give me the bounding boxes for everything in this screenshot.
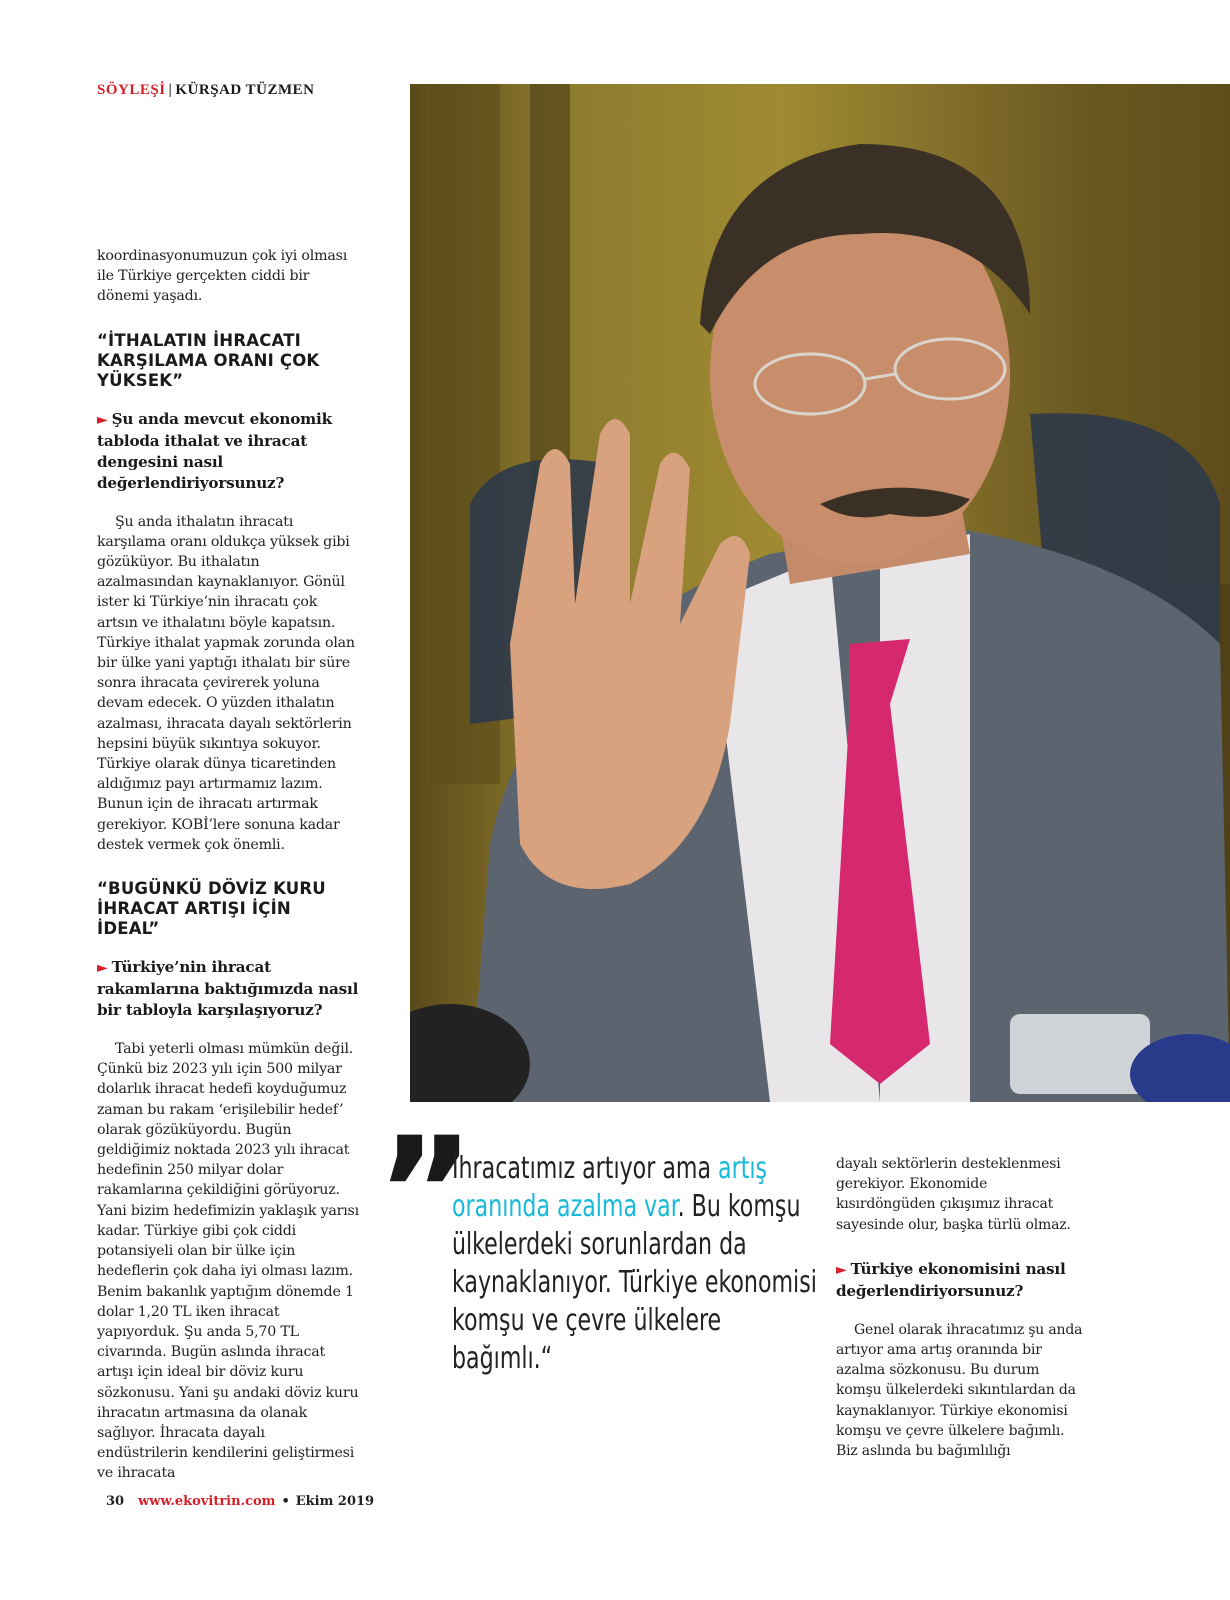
pull-quote-part2: . Bu komşu ülkelerdeki sorunlardan da kaynaklanıyor. Türkiye ekonomisi komşu ve çevre ülkelere bağımlı.	[452, 1189, 817, 1376]
question-3-text: Türkiye ekonomisini nasıl değerlendiriyorsunuz?	[836, 1259, 1066, 1300]
question-3	[836, 1259, 1086, 1302]
pull-quote-part1: İhracatımız artıyor ama	[452, 1151, 719, 1186]
subhead-import-export-ratio: “İTHALATIN İHRACATI KARŞILAMA ORANI ÇOK YÜKSEK”	[97, 330, 320, 390]
quote-open-icon: ”	[376, 1106, 459, 1280]
question-1-text: Şu anda mevcut ekonomik tabloda ithalat ve ihracat dengesini nasıl değerlendiriyorsunuz?	[97, 409, 332, 492]
left-column	[97, 246, 359, 1484]
portrait-photo	[410, 84, 1230, 1102]
answer-1: Şu anda ithalatın ihracatı karşılama oranı oldukça yüksek gibi gözüküyor. Bu ithalatın azalmasından kaynaklanıyor. Gönül ister ki Türkiye’nin ihracatı çok artsın ve ithalatını böyle kapatsın. Türkiye ithalat yapmak zorunda olan bir ülke yani yaptığı ithalatı bir süre sonra ihracata çevirerek yoluna devam edecek. O yüzden ithalatın azalması, ihracata dayalı sektörlerin hepsini büyük sıkıntıya sokuyor. Türkiye olarak dünya ticaretinden aldığımız payı artırmamız lazım. Bunun için de ihracatı artırmak gerekiyor. KOBİ’lere sonuna kadar destek vermek çok önemli.	[97, 513, 355, 853]
red-triangle-arrow-icon: ►	[97, 411, 108, 428]
intro-paragraph: koordinasyonumuzun çok iyi olması ile Türkiye gerçekten ciddi bir dönemi yaşadı.	[97, 248, 348, 305]
page-footer	[106, 1494, 374, 1509]
subhead-exchange-rate: “BUGÜNKÜ DÖVİZ KURU İHRACAT ARTIŞI İÇİN İDEAL”	[97, 879, 326, 939]
question-2-text: Türkiye’nin ihracat rakamlarına baktığımızda nasıl bir tabloyla karşılaşıyoruz?	[97, 958, 359, 1020]
pull-quote	[452, 1150, 825, 1378]
section-label: SÖYLEŞİ	[97, 82, 166, 98]
right-column	[836, 1154, 1086, 1461]
bullet-separator: •	[281, 1494, 290, 1509]
page-number: 30	[106, 1494, 125, 1509]
question-2	[97, 957, 359, 1021]
portrait-illustration	[410, 84, 1230, 1102]
red-triangle-arrow-icon: ►	[97, 960, 108, 977]
section-header	[97, 82, 315, 99]
interviewee-name: KÜRŞAD TÜZMEN	[175, 82, 315, 98]
question-1	[97, 409, 359, 494]
answer-2: Tabi yeterli olması mümkün değil. Çünkü biz 2023 yılı için 500 milyar dolarlık ihracat hedefi koyduğumuz zaman bu rakam ‘erişilebilir hedef’ olarak gözüküyordu. Bugün geldiğimiz noktada 2023 yılı ihracat hedefinin 250 milyar dolar rakamlarına çekildiğini görüyoruz. Yani bizim hedefimizin yaklaşık yarısı kadar. Türkiye gibi çok ciddi potansiyeli olan bir ülke için hedeflerin çok daha iyi olması lazım. Benim bakanlık yaptığım dönemde 1 dolar 1,20 TL iken ihracat yapıyorduk. Şu anda 5,70 TL civarında. Bugün aslında ihracat artışı için ideal bir döviz kuru sözkonusu. Yani şu andaki döviz kuru ihracatın artmasına da olanak sağlıyor. İhracata dayalı endüstrilerin kendilerini geliştirmesi ve ihracata	[97, 1041, 359, 1482]
continuation-paragraph: dayalı sektörlerin desteklenmesi gerekiyor. Ekonomide kısırdöngüden çıkışımız ihracat sayesinde olur, başka türlü olmaz.	[836, 1156, 1071, 1233]
website-link[interactable]: www.ekovitrin.com	[138, 1494, 276, 1509]
header-separator: |	[168, 82, 173, 98]
red-triangle-arrow-icon: ►	[836, 1261, 847, 1278]
pull-quote-accent: artış oranında azalma var	[452, 1151, 768, 1224]
quote-close-icon: “	[540, 1341, 553, 1376]
issue-date: Ekim 2019	[295, 1494, 375, 1509]
answer-3: Genel olarak ihracatımız şu anda artıyor ama artış oranında bir azalma sözkonusu. Bu durum komşu ülkelerdeki sıkıntılardan da kaynaklanıyor. Türkiye ekonomisi komşu ve çevre ülkelere bağımlı. Biz aslında bu bağımlılığı	[836, 1321, 1083, 1460]
